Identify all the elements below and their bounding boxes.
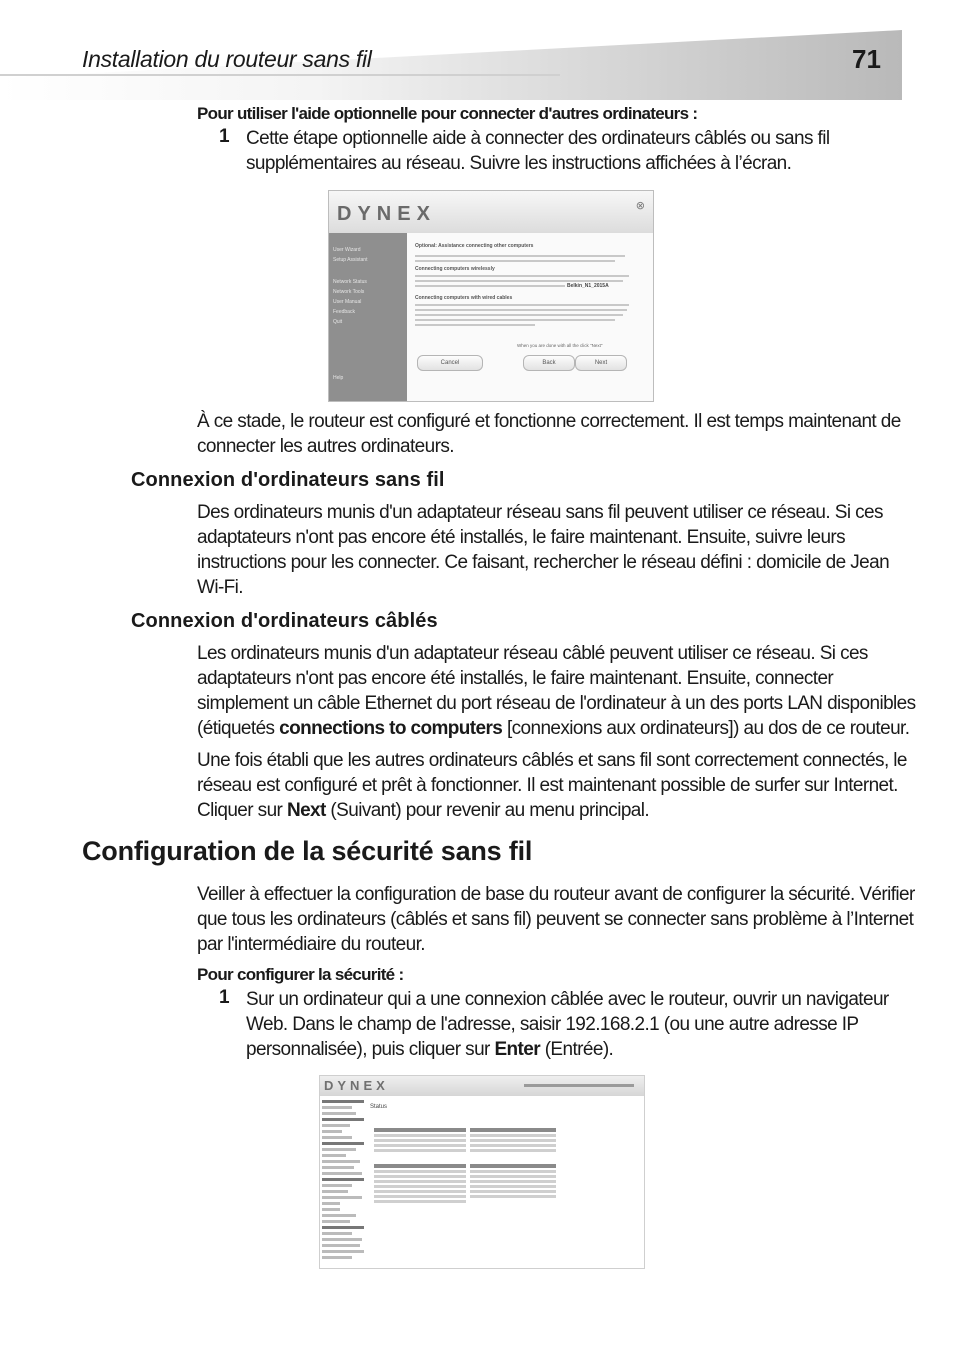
page-number: 71 <box>852 44 881 74</box>
step-text-line: supplémentaires au réseau. Suivre les instructions affichées à l’écran. <box>246 153 792 174</box>
dynex-logo: DYNEX <box>324 1078 389 1093</box>
setup-assistant-screenshot <box>328 190 654 402</box>
cancel-button[interactable]: Cancel <box>417 355 483 371</box>
connections-label: connections to computers <box>279 718 503 739</box>
body-text-line: Wi-Fi. <box>197 577 243 598</box>
screenshot-subtitle: Connecting computers with wired cables <box>415 295 513 301</box>
step-text-line: Web. Dans le champ de l'adresse, saisir 192.168.2.1 (ou une autre adresse IP <box>246 1014 859 1035</box>
next-button[interactable]: Next <box>575 355 627 371</box>
network-name: Belkin_N1_2015A <box>567 283 609 289</box>
screenshot-subtitle: Connecting computers wirelessly <box>415 266 495 272</box>
body-text-line: À ce stade, le routeur est configuré et fonctionne correctement. Il est temps maintenant de <box>197 411 901 432</box>
sidebar-item: Feedback <box>333 309 355 315</box>
body-text-line: connecter les autres ordinateurs. <box>197 436 454 457</box>
sidebar-item: Setup Assistant <box>333 257 368 263</box>
close-icon: ⊗ <box>635 200 645 212</box>
sidebar-item: Network Status <box>333 279 367 285</box>
body-text-line: Cliquer sur Next (Suivant) pour revenir au menu principal. <box>197 800 650 821</box>
body-text-line: Les ordinateurs munis d'un adaptateur réseau câblé peuvent utiliser ce réseau. Si ces <box>197 643 868 664</box>
screenshot-main-panel <box>407 233 653 401</box>
sidebar-item: Network Tools <box>333 289 365 295</box>
body-text-line: adaptateurs n'ont pas encore été installés, le faire maintenant. Ensuite, connecter <box>197 668 834 689</box>
sidebar-item: Quit <box>333 319 343 325</box>
body-text-line: simplement un câble Ethernet du port réseau de l'ordinateur à un des ports LAN disponibles <box>197 693 916 714</box>
body-text-line: par l'intermédiaire du routeur. <box>197 934 425 955</box>
sidebar-item: User Wizard <box>333 247 361 253</box>
body-text-line: Veiller à effectuer la configuration de base du routeur avant de configurer la sécurité. Vérifier <box>197 884 915 905</box>
screenshot-sidebar <box>329 233 407 401</box>
status-label: Status <box>370 1104 388 1110</box>
footer-note: When you are done with all the click "Next" <box>517 343 603 348</box>
body-text-line: Des ordinateurs munis d'un adaptateur réseau sans fil peuvent utiliser ce réseau. Si ces <box>197 502 883 523</box>
step-number: 1 <box>219 987 230 1008</box>
enter-label: Enter <box>494 1039 541 1060</box>
dynex-logo: DYNEX <box>337 203 436 225</box>
body-text-line: que tous les ordinateurs (câblés et sans fil) peuvent se connecter sans problème à l’Internet <box>197 909 914 930</box>
screenshot-title: Optional: Assistance connecting other computers <box>415 243 534 249</box>
running-header-title: Installation du routeur sans fil <box>82 46 372 72</box>
body-text-line: adaptateurs n'ont pas encore été installés, le faire maintenant. Ensuite, suivre leurs <box>197 527 846 548</box>
back-button[interactable]: Back <box>523 355 575 371</box>
step-number: 1 <box>219 126 230 147</box>
body-text-line: (étiquetés connections to computers [connexions aux ordinateurs]) au dos de ce routeur. <box>197 718 910 739</box>
body-text-line: instructions pour les connecter. Ce faisant, rechercher le réseau défini : domicile de Jean <box>197 552 890 573</box>
body-text-line: réseau est configuré et prêt à fonctionner. Il est maintenant possible de surfer sur Internet. <box>197 775 898 796</box>
step-text-line: Sur un ordinateur qui a une connexion câblée avec le routeur, ouvrir un navigateur <box>246 989 889 1010</box>
next-label: Next <box>286 800 326 821</box>
router-status-screenshot <box>319 1075 645 1269</box>
wireless-section-heading: Connexion d'ordinateurs sans fil <box>131 469 445 491</box>
screenshot-sidebar <box>320 1098 366 1268</box>
optional-help-heading: Pour utiliser l'aide optionnelle pour connecter d'autres ordinateurs : <box>197 104 698 123</box>
sidebar-item: User Manual <box>333 299 362 305</box>
wired-section-heading: Connexion d'ordinateurs câblés <box>131 610 438 632</box>
body-text-line: Une fois établi que les autres ordinateurs câblés et sans fil sont correctement connectés, le <box>197 750 907 771</box>
step-text-line: personnalisée), puis cliquer sur Enter (Entrée). <box>246 1039 614 1060</box>
step-text-line: Cette étape optionnelle aide à connecter des ordinateurs câblés ou sans fil <box>246 128 830 149</box>
sidebar-item: Help <box>333 375 344 381</box>
security-section-heading: Configuration de la sécurité sans fil <box>82 836 533 866</box>
security-subheading: Pour configurer la sécurité : <box>197 965 404 984</box>
